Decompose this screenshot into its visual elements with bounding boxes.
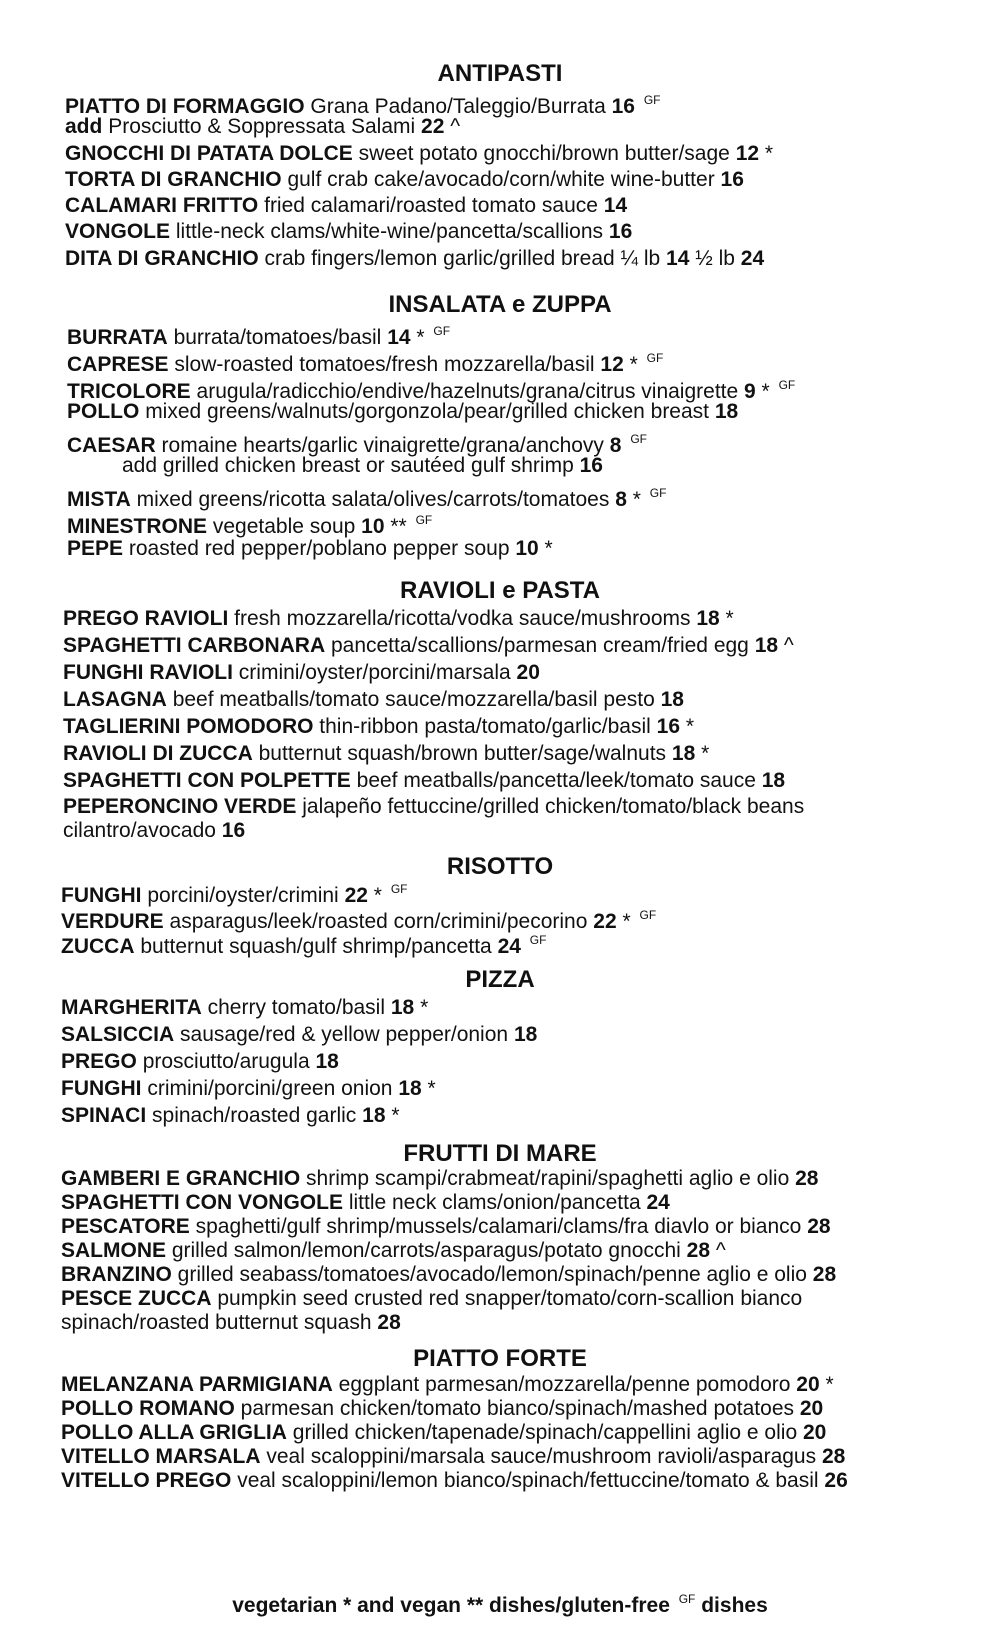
item-name: RAVIOLI DI ZUCCA — [63, 742, 253, 765]
item-price: 14 — [603, 194, 628, 217]
item-price: 18 — [398, 1077, 422, 1100]
dietary-mark: * — [544, 537, 553, 560]
menu-item — [63, 633, 794, 659]
item-description: thin-ribbon pasta/tomato/garlic/basil — [319, 715, 651, 738]
item-name: POLLO ALLA GRIGLIA — [61, 1421, 287, 1444]
dietary-mark: ^ — [450, 115, 461, 138]
item-price: 18 — [315, 1050, 339, 1073]
item-price: 22 — [421, 115, 445, 138]
item-name: PESCE ZUCCA — [61, 1287, 212, 1310]
item-name: BURRATA — [67, 326, 168, 349]
item-price: 8 — [615, 488, 627, 511]
item-price: 20 — [516, 661, 540, 684]
dietary-mark: * — [701, 742, 710, 765]
item-price: 16 — [656, 715, 681, 738]
item-name: VITELLO MARSALA — [61, 1445, 261, 1468]
item-price: 18 — [362, 1104, 386, 1127]
item-description: grilled salmon/lemon/carrots/asparagus/potato gnocchi — [171, 1239, 681, 1262]
menu-item — [67, 399, 738, 425]
menu-item — [61, 1372, 834, 1398]
menu-item — [65, 193, 627, 219]
item-name: MISTA — [67, 488, 131, 511]
legend-text: vegetarian * and vegan ** dishes/gluten-free — [232, 1594, 670, 1617]
item-name: GNOCCHI DI PATATA DOLCE — [65, 142, 353, 165]
item-name: DITA DI GRANCHIO — [65, 247, 259, 270]
item-price: 28 — [807, 1215, 831, 1238]
item-price: 18 — [660, 688, 684, 711]
item-name: PREGO RAVIOLI — [63, 607, 229, 630]
menu-item — [65, 219, 632, 245]
item-description: sweet potato gnocchi/brown butter/sage — [358, 142, 730, 165]
menu-item — [63, 741, 709, 767]
menu-item — [61, 1166, 818, 1192]
dietary-mark: * — [622, 910, 631, 933]
item-description: shrimp scampi/crabmeat/rapini/spaghetti aglio e olio — [306, 1167, 790, 1190]
menu-item — [63, 660, 540, 686]
item-price: 14 — [387, 326, 411, 349]
item-name: LASAGNA — [63, 688, 167, 711]
item-name: TAGLIERINI POMODORO — [63, 715, 314, 738]
item-description: pancetta/scallions/parmesan cream/fried egg — [330, 634, 749, 657]
item-description: eggplant parmesan/mozzarella/penne pomodoro — [338, 1373, 791, 1396]
menu-item — [61, 1103, 400, 1129]
item-name: SPAGHETTI CARBONARA — [63, 634, 326, 657]
item-description: arugula/radicchio/endive/hazelnuts/grana/citrus vinaigrette — [196, 380, 739, 403]
legend-text-end: dishes — [701, 1594, 768, 1617]
item-description: spaghetti/gulf shrimp/mussels/calamari/clams/fra diavlo or bianco — [195, 1215, 802, 1238]
item-name: VERDURE — [61, 910, 164, 933]
gluten-free-mark: GF — [630, 432, 647, 446]
item-description: Prosciutto & Soppressata Salami — [108, 115, 416, 138]
section-heading: FRUTTI DI MARE — [403, 1140, 597, 1167]
item-price: 24 — [646, 1191, 670, 1214]
gluten-free-mark: GF — [433, 324, 451, 338]
item-description: fried calamari/roasted tomato sauce — [264, 194, 598, 217]
section-heading: RISOTTO — [446, 853, 554, 880]
gluten-free-mark: GF — [643, 93, 661, 107]
menu-item — [61, 927, 546, 960]
dietary-mark: ^ — [715, 1239, 726, 1262]
item-price-large: 24 — [740, 247, 765, 270]
menu-item — [61, 1049, 339, 1075]
item-description: romaine hearts/garlic vinaigrette/grana/anchovy — [161, 434, 604, 457]
item-price: 16 — [221, 819, 246, 842]
menu-item — [63, 606, 734, 632]
menu-item — [122, 453, 603, 479]
item-name: SALMONE — [61, 1239, 166, 1262]
item-price: 22 — [593, 910, 617, 933]
item-price: 16 — [608, 220, 633, 243]
item-name: MINESTRONE — [67, 515, 208, 538]
menu-item — [65, 167, 744, 193]
item-description: fresh mozzarella/ricotta/vodka sauce/mushrooms — [234, 607, 691, 630]
item-name: SALSICCIA — [61, 1023, 175, 1046]
item-description: prosciutto/arugula — [142, 1050, 310, 1073]
item-description: grilled chicken/tapenade/spinach/cappellini aglio e olio — [292, 1421, 798, 1444]
item-description: pumpkin seed crusted red snapper/tomato/corn-scallion bianco — [217, 1287, 803, 1310]
item-price: 18 — [696, 607, 720, 630]
item-description: mixed greens/walnuts/gorgonzola/pear/grilled chicken breast — [145, 400, 709, 423]
item-description: sausage/red & yellow pepper/onion — [180, 1023, 509, 1046]
menu-item — [61, 1286, 802, 1312]
menu-item — [65, 141, 773, 167]
dietary-mark: * — [764, 142, 774, 165]
section-heading: PIATTO FORTE — [413, 1345, 587, 1372]
item-price: 18 — [513, 1023, 538, 1046]
dietary-legend — [0, 1586, 1000, 1619]
dietary-mark: * — [725, 607, 734, 630]
item-price: 18 — [671, 742, 696, 765]
item-name: ZUCCA — [61, 935, 135, 958]
item-description: Grana Padano/Taleggio/Burrata — [310, 95, 606, 118]
item-description: parmesan chicken/tomato bianco/spinach/mashed potatoes — [240, 1397, 795, 1420]
menu-item — [61, 1076, 436, 1102]
item-description: butternut squash/brown butter/sage/walnuts — [258, 742, 667, 765]
item-price: 12 — [600, 353, 624, 376]
item-price: 16 — [720, 168, 744, 191]
gluten-free-mark: GF — [778, 378, 796, 392]
dietary-mark: ^ — [783, 634, 794, 657]
gluten-free-mark: GF — [649, 486, 667, 500]
menu-item — [61, 1420, 826, 1446]
section-heading: PIZZA — [465, 966, 535, 993]
item-description: veal scaloppini/lemon bianco/spinach/fettuccine/tomato & basil — [237, 1469, 819, 1492]
item-price: 12 — [735, 142, 760, 165]
item-description: vegetable soup — [212, 515, 356, 538]
item-description: cilantro/avocado — [63, 819, 216, 842]
menu-item — [61, 1396, 823, 1422]
menu-item — [61, 1238, 726, 1264]
item-description: crimini/oyster/porcini/marsala — [238, 661, 511, 684]
item-price: 18 — [754, 634, 779, 657]
item-name: FUNGHI RAVIOLI — [63, 661, 233, 684]
menu-item — [63, 687, 684, 713]
item-name: SPAGHETTI CON POLPETTE — [63, 769, 351, 792]
item-description: porcini/oyster/crimini — [147, 884, 339, 907]
menu-item — [63, 818, 245, 844]
item-description: crab fingers/lemon garlic/grilled bread ¼ lb — [264, 247, 661, 270]
menu-item — [61, 1190, 670, 1216]
item-description: cherry tomato/basil — [207, 996, 386, 1019]
item-description: slow-roasted tomatoes/fresh mozzarella/basil — [174, 353, 595, 376]
item-price: 9 — [744, 380, 756, 403]
item-price: 28 — [377, 1311, 401, 1334]
item-name: FUNGHI — [61, 884, 142, 907]
item-description: beef meatballs/tomato sauce/mozzarella/basil pesto — [172, 688, 655, 711]
item-price: 26 — [824, 1469, 848, 1492]
item-description: asparagus/leek/roasted corn/crimini/pecorino — [169, 910, 588, 933]
menu-item — [61, 1444, 845, 1470]
menu-item — [61, 1468, 848, 1494]
item-description: grilled seabass/tomatoes/avocado/lemon/spinach/penne aglio e olio — [177, 1263, 807, 1286]
legend-gf-mark: GF — [678, 1592, 696, 1606]
item-name: PREGO — [61, 1050, 137, 1073]
menu-item — [63, 768, 785, 794]
item-price: 8 — [609, 434, 622, 457]
menu-item — [63, 714, 694, 740]
menu-item — [61, 1214, 831, 1240]
item-name: BRANZINO — [61, 1263, 172, 1286]
item-name: PEPE — [67, 537, 124, 560]
item-price: 20 — [796, 1373, 820, 1396]
item-description: veal scaloppini/marsala sauce/mushroom ravioli/asparagus — [266, 1445, 817, 1468]
dietary-mark: * — [373, 884, 382, 907]
item-description: little-neck clams/white-wine/pancetta/scallions — [175, 220, 604, 243]
item-description: roasted red pepper/poblano pepper soup — [128, 537, 510, 560]
item-name: MELANZANA PARMIGIANA — [61, 1373, 333, 1396]
section-heading: INSALATA e ZUPPA — [388, 291, 612, 318]
menu-item — [61, 1262, 836, 1288]
item-name: SPAGHETTI CON VONGOLE — [61, 1191, 343, 1214]
item-name: VITELLO PREGO — [61, 1469, 232, 1492]
menu-item — [65, 114, 460, 140]
item-price: 14 — [666, 247, 690, 270]
item-name: POLLO ROMANO — [61, 1397, 235, 1420]
item-description: gulf crab cake/avocado/corn/white wine-butter — [287, 168, 715, 191]
item-name: PIATTO DI FORMAGGIO — [65, 95, 305, 118]
item-price: 28 — [812, 1263, 837, 1286]
item-price: 10 — [515, 537, 539, 560]
dietary-mark: ** — [390, 515, 407, 538]
item-name: CAESAR — [67, 434, 156, 457]
gluten-free-mark: GF — [639, 908, 657, 922]
gluten-free-mark: GF — [390, 882, 408, 896]
item-name: TRICOLORE — [67, 380, 191, 403]
gluten-free-mark: GF — [415, 513, 433, 527]
dietary-mark: * — [427, 1077, 436, 1100]
item-price: 22 — [344, 884, 368, 907]
item-price: 18 — [390, 996, 415, 1019]
gluten-free-mark: GF — [646, 351, 664, 365]
item-name: SPINACI — [61, 1104, 147, 1127]
item-price: 24 — [497, 935, 521, 958]
section-heading: ANTIPASTI — [437, 60, 563, 87]
item-description: burrata/tomatoes/basil — [173, 326, 382, 349]
item-name: MARGHERITA — [61, 996, 202, 1019]
dietary-mark: * — [632, 488, 641, 511]
item-name: CAPRESE — [67, 353, 169, 376]
item-price: 18 — [714, 400, 739, 423]
item-size: ½ lb — [695, 247, 735, 270]
menu-item — [61, 995, 428, 1021]
menu-item — [61, 1022, 537, 1048]
dietary-mark: * — [420, 996, 429, 1019]
item-description: beef meatballs/pancetta/leek/tomato sauce — [356, 769, 756, 792]
item-name: TORTA DI GRANCHIO — [65, 168, 282, 191]
item-name: CALAMARI FRITTO — [65, 194, 259, 217]
item-price: 28 — [795, 1167, 819, 1190]
item-price: 28 — [686, 1239, 710, 1262]
dietary-mark: * — [825, 1373, 834, 1396]
item-description: crimini/porcini/green onion — [147, 1077, 393, 1100]
item-price: 20 — [799, 1397, 824, 1420]
item-name: PESCATORE — [61, 1215, 190, 1238]
item-price: 16 — [611, 95, 635, 118]
item-name: VONGOLE — [65, 220, 171, 243]
item-name: PEPERONCINO VERDE — [63, 795, 297, 818]
item-description: jalapeño fettuccine/grilled chicken/tomato/black beans — [302, 795, 805, 818]
menu-item — [65, 246, 764, 272]
item-description: little neck clams/onion/pancetta — [348, 1191, 641, 1214]
dietary-mark: * — [391, 1104, 400, 1127]
item-name: GAMBERI E GRANCHIO — [61, 1167, 301, 1190]
dietary-mark: * — [416, 326, 425, 349]
item-name: add — [65, 115, 103, 138]
item-price: 16 — [579, 454, 603, 477]
item-price: 10 — [361, 515, 385, 538]
section-heading: RAVIOLI e PASTA — [399, 577, 600, 604]
item-price: 20 — [802, 1421, 827, 1444]
item-description: butternut squash/gulf shrimp/pancetta — [140, 935, 492, 958]
dietary-mark: * — [685, 715, 695, 738]
item-price: 18 — [761, 769, 786, 792]
dietary-mark: * — [761, 380, 770, 403]
menu-item — [63, 794, 804, 820]
item-price: 28 — [821, 1445, 846, 1468]
dietary-mark: * — [629, 353, 638, 376]
item-name: FUNGHI — [61, 1077, 142, 1100]
menu-item — [67, 536, 553, 562]
gluten-free-mark: GF — [529, 933, 547, 947]
item-name: POLLO — [67, 400, 140, 423]
item-description: spinach/roasted butternut squash — [61, 1311, 372, 1334]
menu-item — [61, 1310, 401, 1336]
item-description: spinach/roasted garlic — [152, 1104, 357, 1127]
item-description: add grilled chicken breast or sautéed gulf shrimp — [122, 454, 574, 477]
item-description: mixed greens/ricotta salata/olives/carrots/tomatoes — [136, 488, 610, 511]
